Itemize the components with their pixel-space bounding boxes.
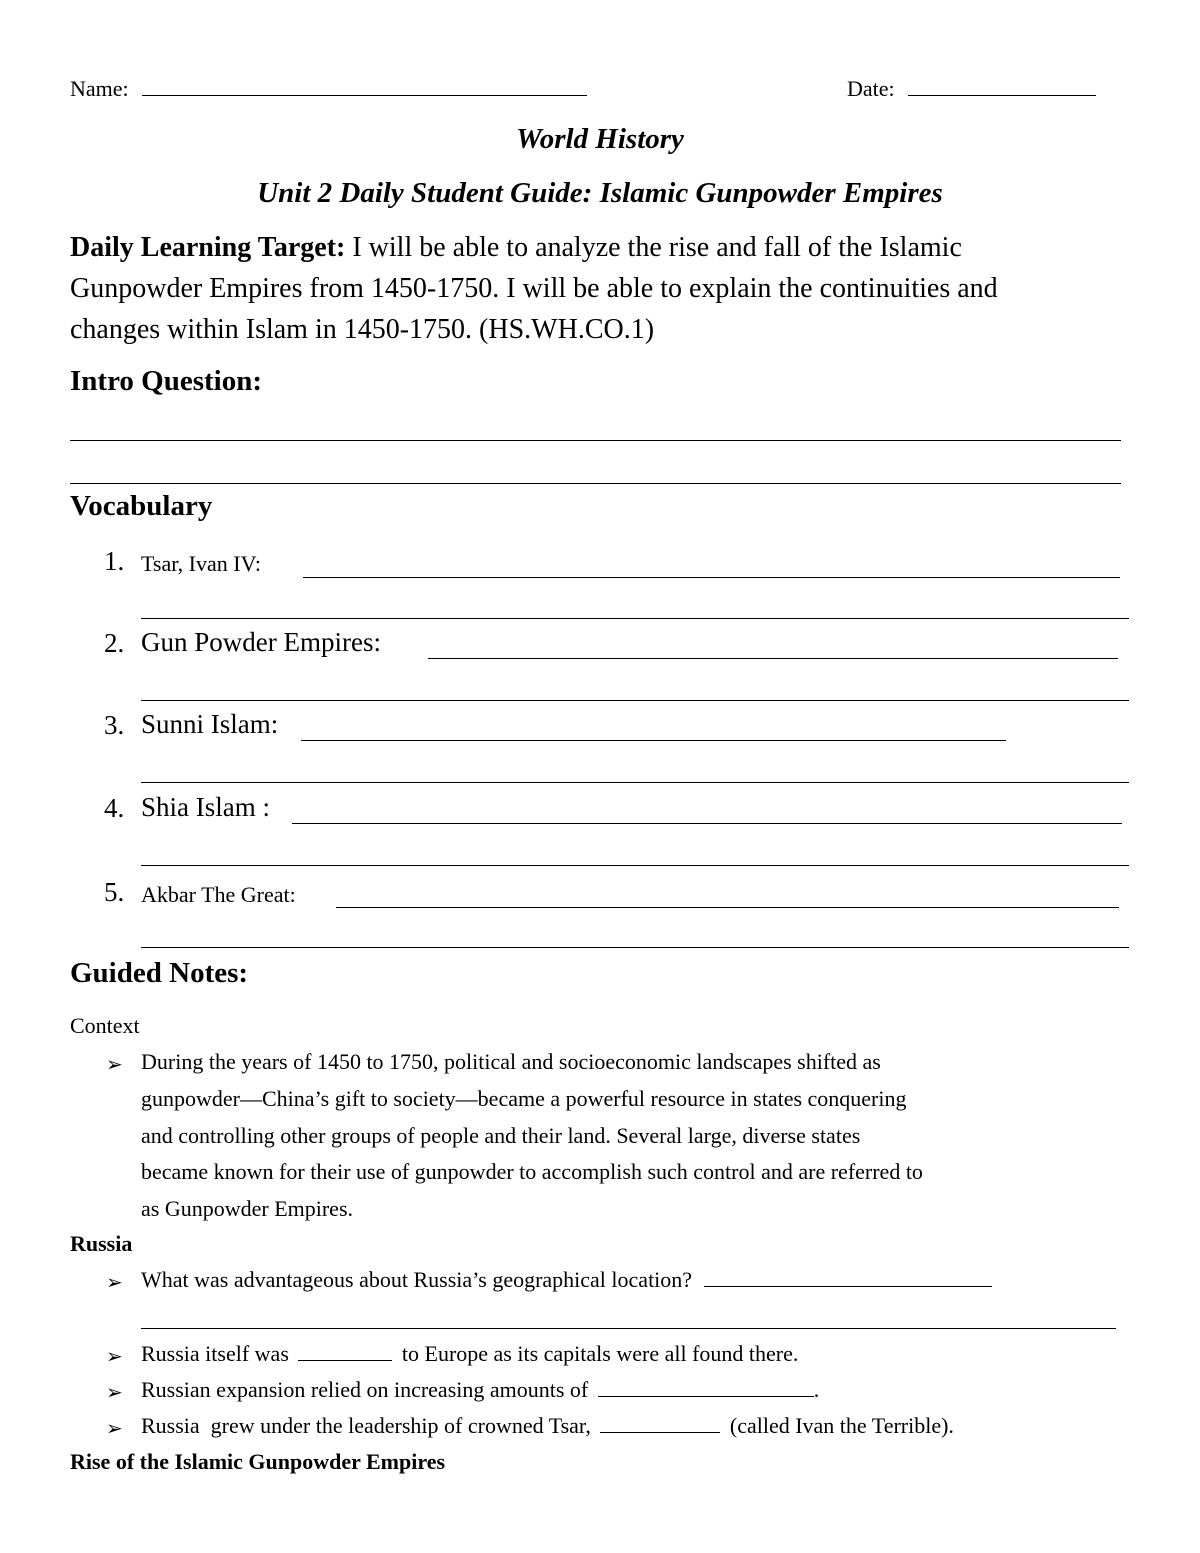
russia-question-2-text-b: to Europe as its capitals were all found there. [401,1341,799,1366]
guided-notes-heading: Guided Notes: [70,957,249,989]
vocab-answer-5b[interactable] [141,947,1129,948]
vocab-answer-4a[interactable] [292,823,1122,824]
vocab-term-5: Akbar The Great: [141,882,296,907]
vocab-number-4: 4. [104,793,125,823]
learning-target-line-1 [70,227,962,268]
date-field [847,76,1096,102]
vocab-answer-2a[interactable] [428,658,1118,659]
arrow-bullet-icon: ➢ [106,1054,123,1076]
vocab-term-2: Gun Powder Empires: [141,627,381,657]
context-line-4: became known for their use of gunpowder to accomplish such control and are referred to [141,1159,923,1184]
vocab-number-2: 2. [104,628,125,658]
context-line-3: and controlling other groups of people and their land. Several large, diverse states [141,1123,861,1148]
russia-answer-1b[interactable] [141,1328,1116,1329]
date-blank[interactable] [908,95,1096,96]
russia-heading: Russia [70,1231,133,1256]
russia-question-2 [141,1341,798,1367]
arrow-bullet-icon: ➢ [106,1382,123,1404]
vocab-number-5: 5. [104,877,125,907]
vocab-answer-4b[interactable] [141,865,1129,866]
course-title: World History [516,123,684,155]
intro-answer-line-2[interactable] [70,483,1121,484]
vocab-answer-2b[interactable] [141,700,1129,701]
vocab-answer-3b[interactable] [141,782,1129,783]
russia-answer-2[interactable] [298,1360,392,1361]
vocab-number-1: 1. [104,546,125,576]
vocab-number-3: 3. [104,710,125,740]
vocab-term-4: Shia Islam : [141,792,270,822]
russia-question-4 [141,1413,954,1439]
arrow-bullet-icon: ➢ [106,1272,123,1294]
russia-question-1 [141,1267,992,1293]
vocab-answer-1b[interactable] [141,618,1129,619]
vocabulary-heading: Vocabulary [70,490,213,522]
learning-target-label: Daily Learning Target: [70,232,346,263]
vocab-term-3: Sunni Islam: [141,709,279,739]
russia-answer-3[interactable] [598,1396,814,1397]
intro-answer-line-1[interactable] [70,440,1121,441]
intro-question-heading: Intro Question: [70,365,263,397]
russia-question-4-text-b: (called Ivan the Terrible). [729,1413,954,1438]
russia-question-2-text-a: Russia itself was [141,1341,289,1366]
context-line-5: as Gunpowder Empires. [141,1196,354,1221]
russia-question-4-text-a: Russia grew under the leadership of crowned Tsar, [141,1413,591,1438]
context-label: Context [70,1013,140,1038]
date-label: Date: [847,76,895,101]
rise-heading: Rise of the Islamic Gunpowder Empires [70,1449,446,1474]
learning-target-text-1: I will be able to analyze the rise and fall of the Islamic [352,232,962,263]
arrow-bullet-icon: ➢ [106,1346,123,1368]
name-field [70,76,587,102]
vocab-term-1: Tsar, Ivan IV: [141,551,261,576]
russia-question-3-text-b: . [813,1377,820,1402]
vocab-answer-5a[interactable] [336,907,1119,908]
vocab-answer-3a[interactable] [301,740,1006,741]
russia-question-3-text-a: Russian expansion relied on increasing amounts of [141,1377,589,1402]
russia-answer-1a[interactable] [704,1286,992,1287]
guide-title: Unit 2 Daily Student Guide: Islamic Gunpowder Empires [257,177,943,209]
name-label: Name: [70,76,129,101]
vocab-answer-1a[interactable] [303,577,1120,578]
learning-target-line-2: Gunpowder Empires from 1450-1750. I will be able to explain the continuities and [70,273,998,304]
context-line-1: During the years of 1450 to 1750, political and socioeconomic landscapes shifted as [141,1049,881,1074]
name-blank[interactable] [142,95,587,96]
russia-answer-4[interactable] [600,1432,720,1433]
russia-question-1-text: What was advantageous about Russia’s geographical location? [141,1267,693,1292]
arrow-bullet-icon: ➢ [106,1418,123,1440]
context-line-2: gunpowder—China’s gift to society—became a powerful resource in states conquering [141,1086,907,1111]
learning-target-line-3: changes within Islam in 1450-1750. (HS.WH.CO.1) [70,314,655,345]
russia-question-3 [141,1377,819,1403]
